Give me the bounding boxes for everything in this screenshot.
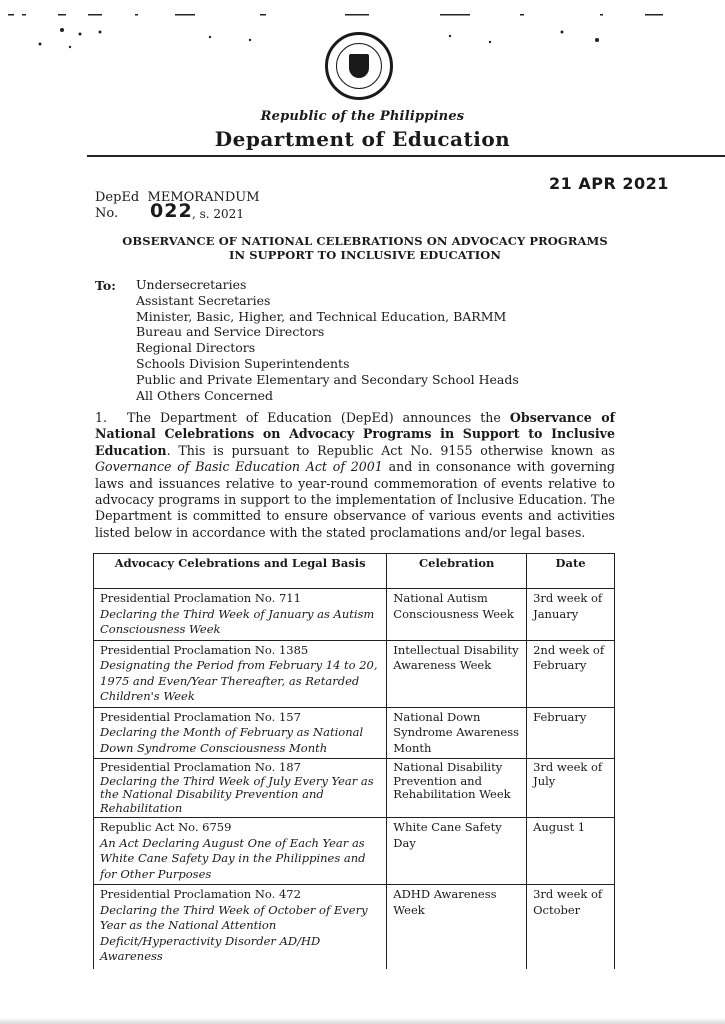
memo-series: , s. 2021 bbox=[192, 207, 244, 221]
basis-cell bbox=[94, 818, 387, 885]
legal-basis: Republic Act No. 6759 bbox=[100, 820, 232, 834]
legal-basis: Presidential Proclamation No. 711 bbox=[100, 591, 301, 605]
date-cell: 3rd week of July bbox=[527, 759, 615, 818]
table-header-row bbox=[94, 554, 615, 589]
legal-basis: Presidential Proclamation No. 1385 bbox=[100, 642, 309, 657]
table-row bbox=[94, 640, 615, 707]
recipient-item: Minister, Basic, Higher, and Technical Education, BARMM bbox=[136, 308, 507, 324]
date-cell: February bbox=[527, 707, 615, 759]
celebrations-table bbox=[93, 553, 615, 969]
celebration-cell: National Autism Consciousness Week bbox=[387, 589, 527, 641]
recipient-item: Undersecretaries bbox=[136, 277, 247, 292]
paragraph-number: 1. bbox=[95, 410, 108, 425]
recipients-list bbox=[136, 277, 519, 403]
celebration-cell: Intellectual Disability Awareness Week bbox=[387, 640, 527, 707]
celebration-cell: White Cane Safety Day bbox=[387, 818, 527, 885]
paragraph-bold-title: Observance of National Celebrations on Advocacy Programs in Support to Inclusive Education bbox=[95, 410, 616, 458]
table-row bbox=[94, 759, 615, 818]
column-header-basis: Advocacy Celebrations and Legal Basis bbox=[94, 554, 387, 589]
subject-line-2: IN SUPPORT TO INCLUSIVE EDUCATION bbox=[229, 248, 501, 262]
date-cell: August 1 bbox=[527, 818, 615, 885]
legal-description: Declaring the Third Week of July Every Year as the National Disability Prevention and Rehabilitation bbox=[100, 773, 374, 815]
table-row bbox=[94, 589, 615, 641]
recipient-item: Bureau and Service Directors bbox=[136, 324, 325, 340]
date-cell: 3rd week of October bbox=[527, 885, 615, 970]
recipient-item: Regional Directors bbox=[136, 340, 256, 356]
recipient-item: All Others Concerned bbox=[136, 387, 274, 403]
memo-no-label: No. bbox=[95, 206, 119, 221]
table-row bbox=[94, 818, 615, 885]
paragraph-text: . This is pursuant to Republic Act No. 9155 otherwise known as bbox=[166, 442, 615, 458]
basis-cell bbox=[94, 589, 387, 641]
legal-description: Designating the Period from February 14 to 20, 1975 and Even/Year Thereafter, as Retarded Children's Week bbox=[100, 658, 378, 703]
column-header-celebration: Celebration bbox=[387, 554, 527, 589]
table-row bbox=[94, 707, 615, 759]
column-header-date: Date bbox=[527, 554, 615, 589]
legal-basis: Presidential Proclamation No. 472 bbox=[100, 887, 301, 901]
legal-description: Declaring the Month of February as National Down Syndrome Consciousness Month bbox=[100, 725, 364, 755]
date-stamp: 21 APR 2021 bbox=[549, 174, 669, 193]
basis-cell bbox=[94, 885, 387, 970]
paragraph-1 bbox=[95, 410, 615, 541]
recipient-item: Assistant Secretaries bbox=[136, 292, 271, 308]
republic-heading: Republic of the Philippines bbox=[260, 109, 465, 124]
legal-description: Declaring the Third Week of October of Every Year as the National Attention Deficit/Hyperactivity Disorder AD/HD Awareness bbox=[100, 902, 368, 963]
legal-description: Declaring the Third Week of January as Autism Consciousness Week bbox=[100, 606, 375, 636]
celebration-cell: National Disability Prevention and Rehabilitation Week bbox=[387, 759, 527, 818]
celebration-cell: National Down Syndrome Awareness Month bbox=[387, 707, 527, 759]
paragraph-text: and in consonance with governing laws and issuances relative to year-round commemoration of events relative to advocacy programs in support to the implementation of Inclusive Education. The Department is committed to ensure observance of various events and activities listed below in accordance with the stated proclamations and/or legal bases. bbox=[95, 459, 615, 540]
department-heading: Department of Education bbox=[214, 127, 511, 151]
memo-subject bbox=[90, 234, 640, 262]
recipient-item: Public and Private Elementary and Secondary School Heads bbox=[136, 371, 519, 387]
deped-seal-icon bbox=[325, 32, 393, 100]
paragraph-text: The Department of Education (DepEd) announces the bbox=[127, 410, 510, 425]
subject-line-1: OBSERVANCE OF NATIONAL CELEBRATIONS ON ADVOCACY PROGRAMS bbox=[122, 234, 608, 248]
date-cell: 3rd week of January bbox=[527, 589, 615, 641]
recipient-item: Schools Division Superintendents bbox=[136, 355, 350, 371]
basis-cell bbox=[94, 759, 387, 818]
basis-cell bbox=[94, 707, 387, 759]
header-divider bbox=[87, 155, 725, 157]
recipients-label: To: bbox=[95, 278, 116, 293]
legal-basis: Presidential Proclamation No. 187 bbox=[100, 760, 301, 774]
memo-type-label: DepEd MEMORANDUM bbox=[95, 190, 260, 205]
celebration-cell: ADHD Awareness Week bbox=[387, 885, 527, 970]
paragraph-act-title: Governance of Basic Education Act of 2001 bbox=[95, 459, 383, 475]
table-row bbox=[94, 885, 615, 970]
basis-cell bbox=[94, 640, 387, 707]
scan-edge bbox=[0, 1018, 725, 1024]
legal-description: An Act Declaring August One of Each Year as White Cane Safety Day in the Philippines and for Other Purposes bbox=[100, 835, 366, 881]
date-cell: 2nd week of February bbox=[527, 640, 615, 707]
legal-basis: Presidential Proclamation No. 157 bbox=[100, 709, 301, 724]
memo-number: 022 bbox=[150, 200, 193, 222]
